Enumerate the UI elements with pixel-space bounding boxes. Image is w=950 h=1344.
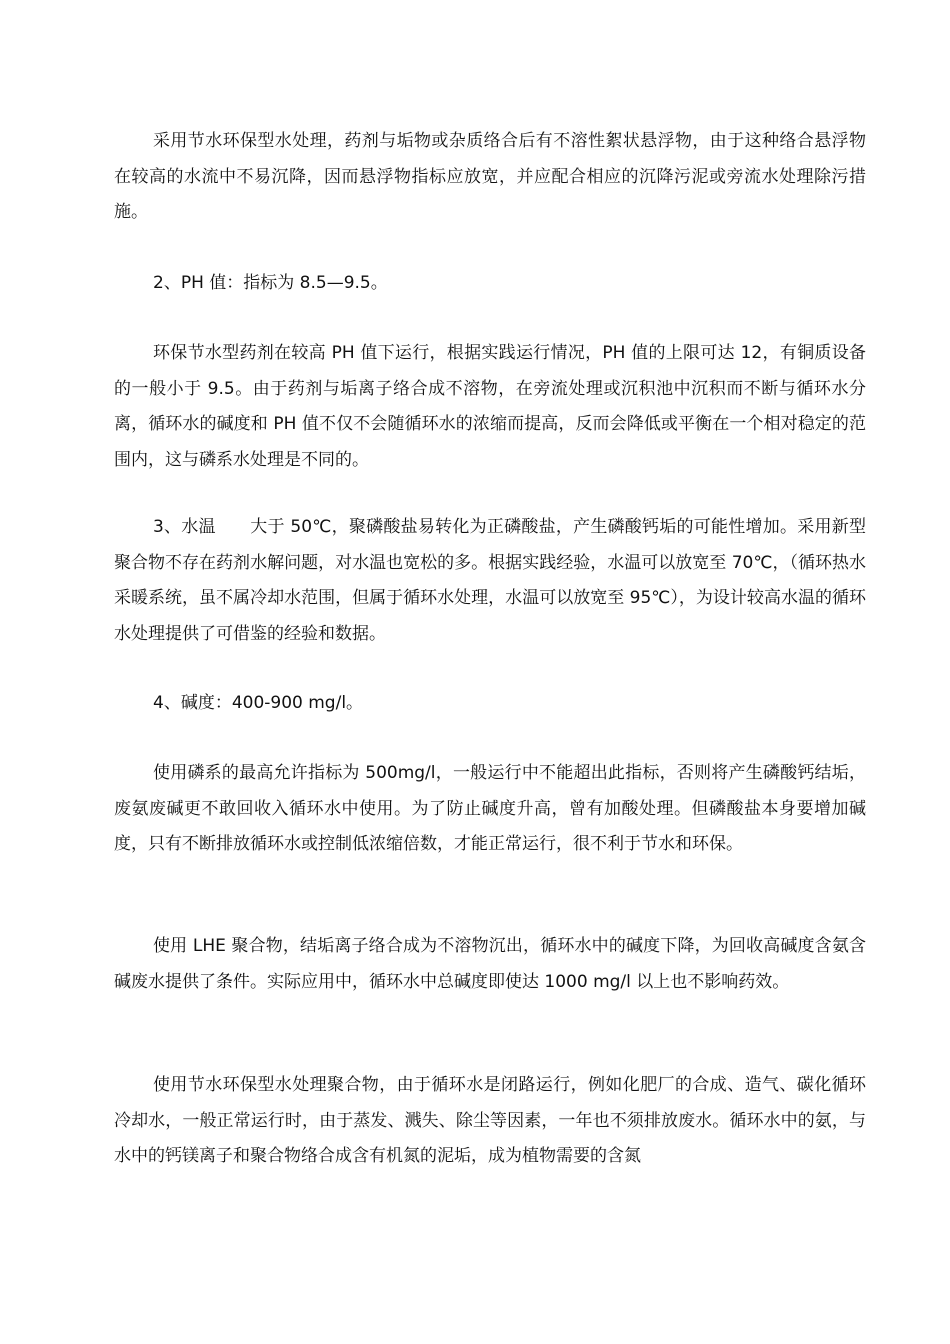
- paragraph-lhe-polymer: 使用 LHE 聚合物，结垢离子络合成为不溶物沉出，循环水中的碱度下降，为回收高碱度含氨含碱废水提供了条件。实际应用中，循环水中总碱度即使达 1000 mg/l 以上也不影响药效。: [114, 936, 866, 992]
- paragraph-closed-loop: 使用节水环保型水处理聚合物，由于循环水是闭路运行，例如化肥厂的合成、造气、碳化循环冷却水，一般正常运行时，由于蒸发、溅失、除尘等因素，一年也不须排放废水。循环水中的氨，与水中的钙镁离子和聚合物络合成含有机氮的泥垢，成为植物需要的含氮: [114, 1075, 866, 1166]
- paragraph-phosphate-alkalinity: 使用磷系的最高允许指标为 500mg/l，一般运行中不能超出此指标，否则将产生磷酸钙结垢，废氨废碱更不敢回收入循环水中使用。为了防止碱度升高，曾有加酸处理。但磷酸盐本身要增加碱度，只有不断排放循环水或控制低浓缩倍数，才能正常运行，很不利于节水和环保。: [114, 763, 866, 854]
- heading-ph-value: 2、PH 值：指标为 8.5—9.5。: [153, 273, 388, 293]
- heading-alkalinity: 4、碱度：400-900 mg/l。: [153, 693, 364, 713]
- paragraph-suspended-solids: 采用节水环保型水处理，药剂与垢物或杂质络合后有不溶性絮状悬浮物，由于这种络合悬浮物在较高的水流中不易沉降，因而悬浮物指标应放宽，并应配合相应的沉降污泥或旁流水处理除污措施。: [114, 131, 866, 222]
- paragraph-water-temperature: 3、水温 大于 50℃，聚磷酸盐易转化为正磷酸盐，产生磷酸钙垢的可能性增加。采用新型聚合物不存在药剂水解问题，对水温也宽松的多。根据实践经验，水温可以放宽至 70℃，（循环热水采暖系统，虽不属冷却水范围，但属于循环水处理，水温可以放宽至 95℃），为设计较高水温的循环水处理提供了可借鉴的经验和数据。: [114, 517, 866, 644]
- paragraph-ph-explanation: 环保节水型药剂在较高 PH 值下运行，根据实践运行情况，PH 值的上限可达 12，有铜质设备的一般小于 9.5。由于药剂与垢离子络合成不溶物，在旁流处理或沉积池中沉积而不断与循环水分离，循环水的碱度和 PH 值不仅不会随循环水的浓缩而提高，反而会降低或平衡在一个相对稳定的范围内，这与磷系水处理是不同的。: [114, 343, 866, 470]
